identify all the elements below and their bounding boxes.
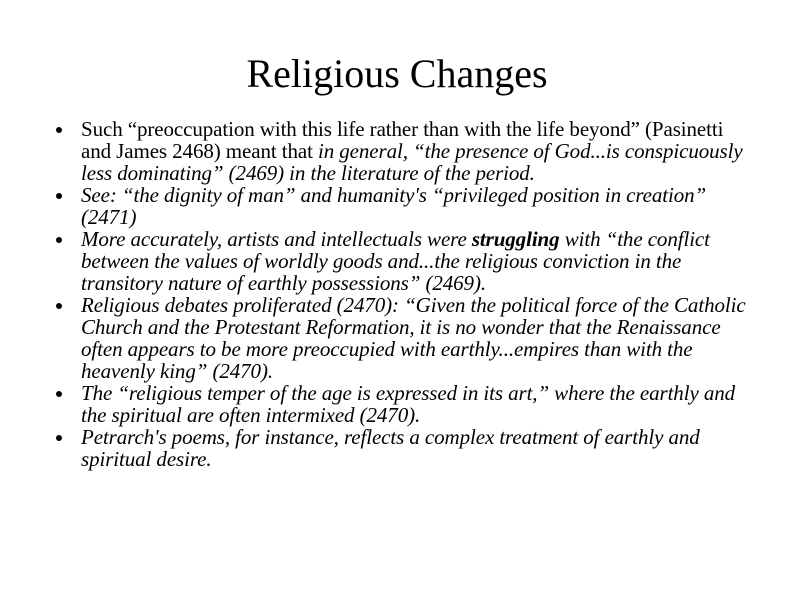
- slide-title: Religious Changes: [246, 51, 548, 96]
- bullet-list: [54, 118, 754, 470]
- bullet-text-segment: Religious debates proliferated (2470): “Given the political force of the Catholic Church and the Protestant Reformation, it is no wonder that the Renaissance often appears to be more preoccupied with earthly...empires than with the heavenly king” (2470).: [81, 293, 746, 383]
- bullet-dot-icon: [56, 435, 62, 441]
- bullet-item: [54, 184, 754, 228]
- bullet-item: [54, 426, 754, 470]
- bullet-dot-icon: [56, 193, 62, 199]
- bullet-text-segment: with “the conflict between the values of worldly goods and...the religious conviction in the transitory nature of earthly possessions” (2469).: [81, 227, 710, 295]
- bullet-text-segment: The “religious temper of the age is expressed in its art,” where the earthly and the spiritual are often intermixed (2470).: [81, 381, 736, 427]
- bullet-dot-icon: [56, 127, 62, 133]
- bullet-item: [54, 118, 754, 184]
- bullet-text-segment: More accurately, artists and intellectuals were: [81, 227, 472, 251]
- bullet-text-segment: in general, “the presence of God...is conspicuously less dominating” (2469) in the literature of the period.: [81, 139, 743, 185]
- bullet-dot-icon: [56, 237, 62, 243]
- bullet-dot-icon: [56, 391, 62, 397]
- bullet-text-segment: Petrarch's poems, for instance, reflects a complex treatment of earthly and spiritual desire.: [81, 425, 700, 471]
- bullet-dot-icon: [56, 303, 62, 309]
- bullet-item: [54, 382, 754, 426]
- bullet-text-segment: Such “preoccupation with this life rather than with the life beyond” (Pasinetti and James 2468) meant that: [81, 117, 724, 163]
- emphasized-word: struggling: [471, 227, 560, 251]
- bullet-item: [54, 228, 754, 294]
- bullet-item: [54, 294, 754, 382]
- bullet-text-segment: See: “the dignity of man” and humanity's “privileged position in creation” (2471): [81, 183, 707, 229]
